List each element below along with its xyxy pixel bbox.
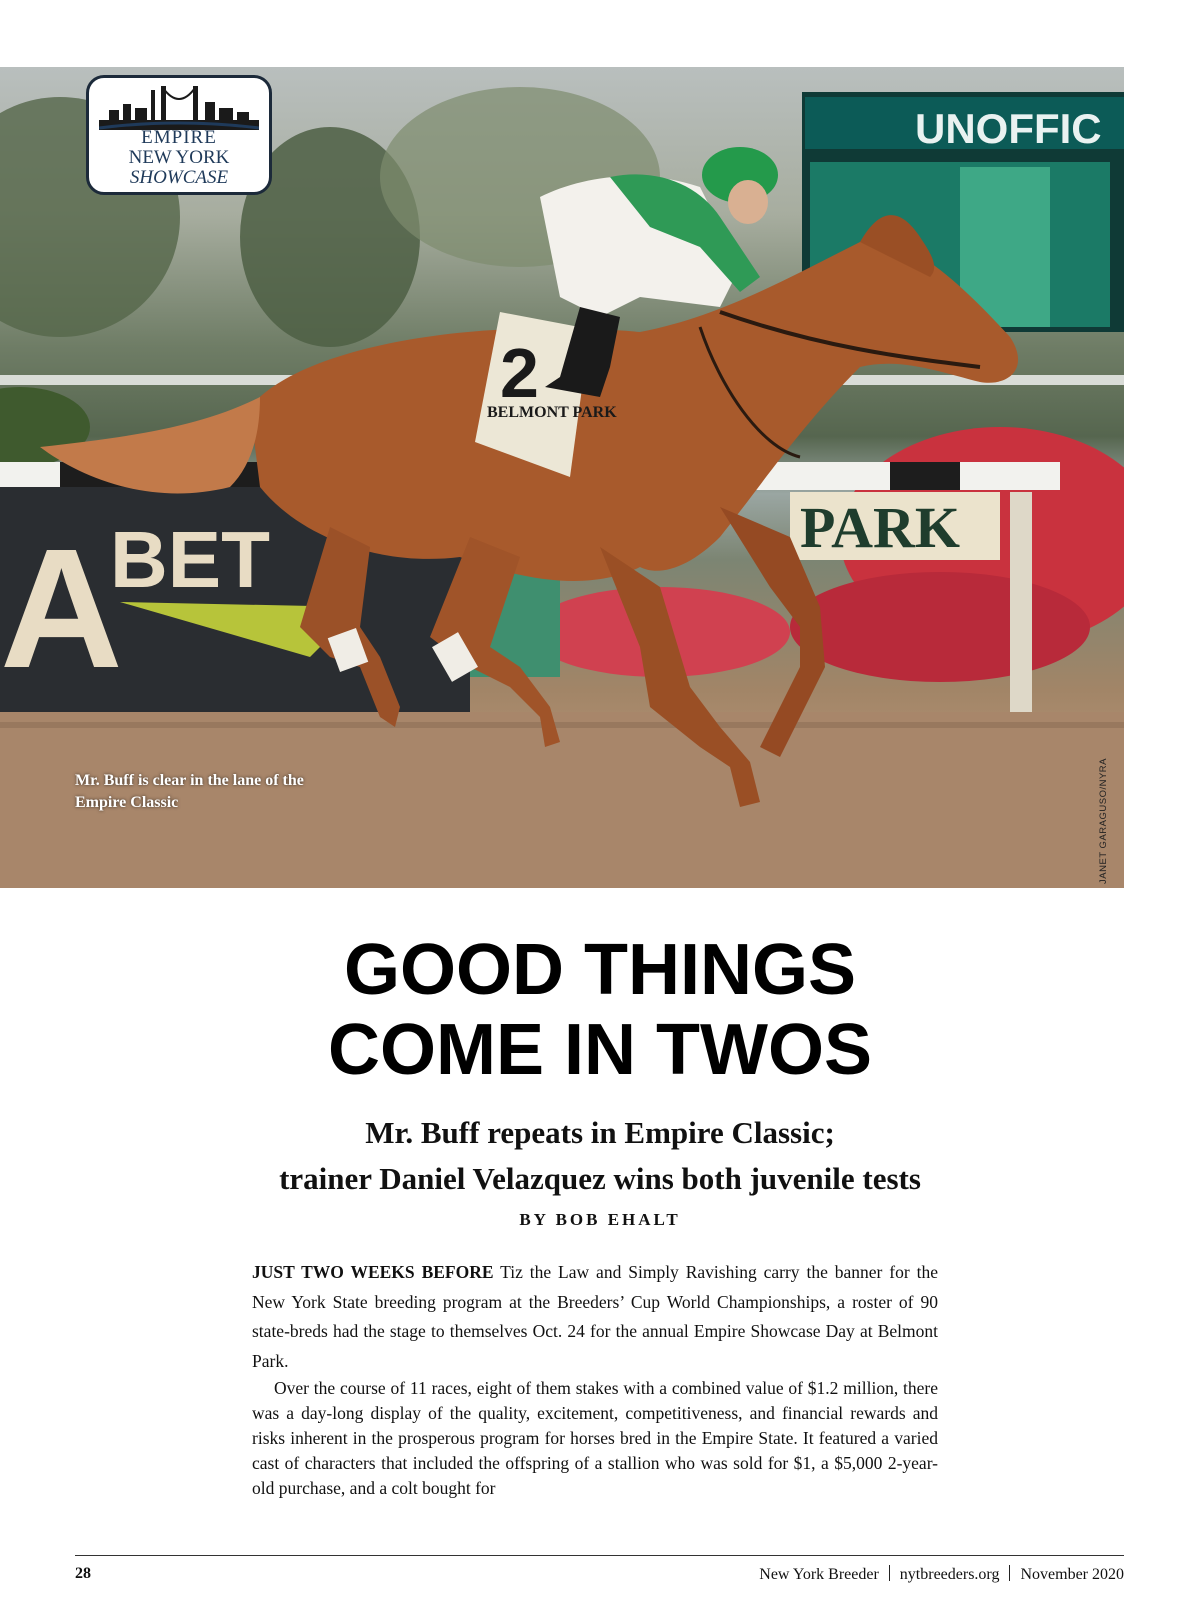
- byline: BY BOB EHALT: [519, 1210, 681, 1229]
- saddle-cloth-text: BELMONT PARK: [487, 404, 617, 421]
- footer-divider: [889, 1565, 890, 1581]
- issue-date: November 2020: [1020, 1566, 1124, 1583]
- footer-rule: [75, 1555, 1124, 1556]
- logo-line-1: EMPIRE: [141, 127, 217, 148]
- lead-in: JUST TWO WEEKS BEFORE: [252, 1262, 494, 1282]
- deck: Mr. Buff repeats in Empire Classic; trainer Daniel Velazquez wins both juvenile tests: [279, 1115, 921, 1196]
- skyline-icon: [99, 82, 259, 132]
- photo-credit: JANET GARAGUSO/NYRA: [1098, 758, 1109, 884]
- paragraph-1-text: Tiz the Law and Simply Ravishing carry the banner for the New York State breeding program at the Breeders’ Cup World Championships, a roster of 90 state-breds had the stage to themselves Oct. 24 for the annual Empire Showcase Day at Belmont Park.: [252, 1262, 938, 1371]
- tote-board-text: UNOFFIC: [915, 105, 1102, 152]
- running-footer: [759, 1565, 1124, 1584]
- paragraph-2: Over the course of 11 races, eight of them stakes with a combined value of $1.2 million, there was a day-long display of the quality, excitement, competitiveness, and financial rewards and risks inherent in the prosperous program for horses bred in the Empire State. It featured a varied cast of characters that included the offspring of a stallion who was sold for $1, a $5,000 2-year-old purchase, and a colt bought for: [252, 1378, 938, 1498]
- article-body: [252, 1258, 938, 1501]
- logo-line-3: SHOWCASE: [129, 167, 229, 188]
- headline: GOOD THINGS COME IN TWOS: [328, 930, 872, 1090]
- empire-showcase-logo: [86, 75, 272, 195]
- rail-sign-left-text: BET: [110, 515, 270, 604]
- svg-text:A: A: [0, 514, 123, 704]
- saddle-cloth-number: 2: [500, 334, 539, 412]
- rail-sign-right-text: PARK: [800, 495, 961, 560]
- footer-divider: [1009, 1565, 1010, 1581]
- website[interactable]: nytbreeders.org: [899, 1566, 1000, 1583]
- logo-line-2: NEW YORK: [128, 147, 230, 168]
- page-number: 28: [75, 1565, 91, 1582]
- hero-photo: [0, 67, 1124, 888]
- publication-name: New York Breeder: [759, 1566, 879, 1583]
- photo-caption: Mr. Buff is clear in the lane of the Empire Classic: [75, 772, 304, 811]
- paragraph-1: [252, 1258, 938, 1376]
